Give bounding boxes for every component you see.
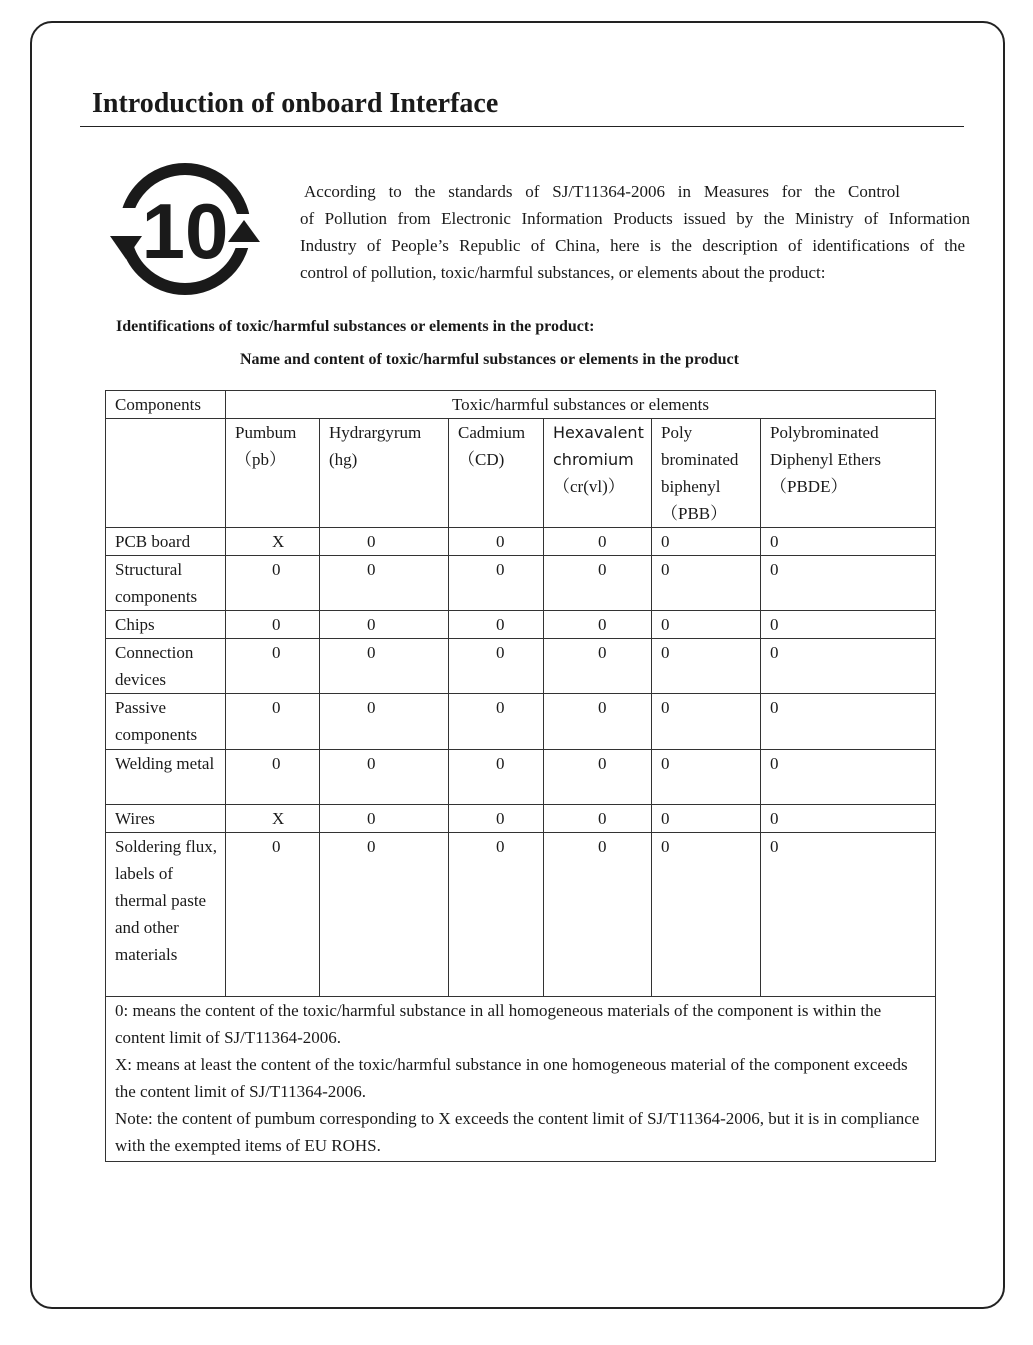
component-name: Chips: [106, 611, 226, 639]
components-header: Components: [106, 391, 226, 419]
substance-value: 0: [652, 611, 761, 639]
note-text: X: means at least the content of the toxic/harmful substance in one homogeneous material of the component exceeds the content limit of SJ/T11364-2006.: [115, 1055, 908, 1101]
substance-value: 0: [226, 694, 320, 750]
table-row: [106, 639, 936, 694]
substance-value: 0: [449, 611, 544, 639]
substance-value: 0: [544, 694, 652, 750]
header-line: Hexavalent: [553, 423, 644, 442]
substance-value: 0: [652, 833, 761, 997]
substance-value: 0: [761, 611, 936, 639]
header-line: （pb）: [235, 450, 286, 469]
substance-value: 0: [320, 694, 449, 750]
substance-value: 0: [226, 833, 320, 997]
component-name: Structural components: [106, 556, 226, 611]
substance-value: 0: [320, 556, 449, 611]
substance-value: 0: [449, 528, 544, 556]
substance-value: 0: [652, 556, 761, 611]
substance-value: 0: [652, 694, 761, 750]
empty-header-cell: [106, 419, 226, 528]
header-line: biphenyl: [661, 477, 721, 496]
substance-value: 0: [320, 639, 449, 694]
environment-protection-use-period-icon: [106, 158, 264, 300]
header-line: (hg): [329, 450, 358, 469]
note-text: 0: means the content of the toxic/harmful substance in all homogeneous materials of the component is within the content limit of SJ/T11364-2006.: [115, 1001, 882, 1047]
substance-value: 0: [449, 750, 544, 805]
table-notes-row: [106, 997, 936, 1162]
intro-paragraph: [300, 178, 970, 286]
substance-value: 0: [761, 528, 936, 556]
table-row: [106, 556, 936, 611]
substance-value: 0: [544, 556, 652, 611]
substance-value: 0: [226, 556, 320, 611]
header-line: （PBB）: [661, 504, 728, 523]
substance-value: 0: [652, 750, 761, 805]
header-line: （CD): [458, 450, 505, 469]
substance-value: 0: [761, 833, 936, 997]
logo-number: 10: [141, 187, 229, 275]
title-divider: [80, 126, 964, 127]
substance-value: 0: [320, 750, 449, 805]
substance-value: X: [226, 528, 320, 556]
substance-value: 0: [320, 833, 449, 997]
substance-value: 0: [449, 639, 544, 694]
substance-value: 0: [761, 694, 936, 750]
component-name: Connection devices: [106, 639, 226, 694]
column-header: [226, 419, 320, 528]
page-title: Introduction of onboard Interface: [92, 88, 499, 119]
table-row: [106, 611, 936, 639]
header-line: Poly: [661, 423, 693, 442]
substance-value: 0: [544, 805, 652, 833]
table-caption: Name and content of toxic/harmful substances or elements in the product: [240, 351, 739, 368]
substance-value: 0: [449, 833, 544, 997]
substance-value: 0: [320, 611, 449, 639]
component-name: PCB board: [106, 528, 226, 556]
column-header: [652, 419, 761, 528]
substance-value: 0: [226, 611, 320, 639]
component-name: Wires: [106, 805, 226, 833]
table-row: [106, 750, 936, 805]
header-line: chromium: [553, 450, 634, 469]
header-line: Hydrargyrum: [329, 423, 422, 442]
intro-line: According to the standards of SJ/T11364-2006 in Measures for the Control: [304, 182, 900, 201]
header-line: （cr(vl)）: [553, 477, 625, 496]
substance-value: 0: [761, 805, 936, 833]
note-text: Note: the content of pumbum corresponding to X exceeds the content limit of SJ/T11364-2006, but it is in compliance with the exempted items of EU ROHS.: [115, 1109, 920, 1155]
column-header: [449, 419, 544, 528]
header-line: Pumbum: [235, 423, 297, 442]
section-subheading: Identifications of toxic/harmful substances or elements in the product:: [116, 318, 595, 335]
column-header: [761, 419, 936, 528]
table-row: [106, 528, 936, 556]
substance-value: 0: [652, 528, 761, 556]
intro-line: of Pollution from Electronic Information Products issued by the Ministry of Information: [300, 209, 970, 228]
component-name: Passive components: [106, 694, 226, 750]
substance-value: 0: [544, 750, 652, 805]
header-line: Cadmium: [458, 423, 526, 442]
substance-value: 0: [226, 639, 320, 694]
table-row: [106, 805, 936, 833]
header-line: brominated: [661, 450, 739, 469]
substance-value: 0: [449, 694, 544, 750]
table-row: [106, 694, 936, 750]
substance-value: 0: [449, 805, 544, 833]
intro-line: Industry of People’s Republic of China, here is the description of identifications of the: [300, 236, 965, 255]
header-line: Polybrominated: [770, 423, 879, 442]
substance-value: 0: [544, 639, 652, 694]
component-name: Welding metal: [106, 750, 226, 805]
substance-value: 0: [544, 611, 652, 639]
substance-value: 0: [652, 639, 761, 694]
column-header: [320, 419, 449, 528]
component-name: Soldering flux, labels of thermal paste and other materials: [106, 833, 226, 997]
substance-value: 0: [761, 556, 936, 611]
substance-value: 0: [761, 750, 936, 805]
substance-value: 0: [320, 528, 449, 556]
substance-value: 0: [226, 750, 320, 805]
substance-value: 0: [761, 639, 936, 694]
substance-value: 0: [544, 833, 652, 997]
table-row: [106, 833, 936, 997]
column-header: [544, 419, 652, 528]
header-line: （PBDE）: [770, 477, 848, 496]
substance-value: 0: [544, 528, 652, 556]
substance-value: 0: [652, 805, 761, 833]
substances-table: [105, 390, 936, 1162]
substance-value: 0: [320, 805, 449, 833]
table-notes: [106, 997, 936, 1162]
substances-group-header: Toxic/harmful substances or elements: [226, 391, 936, 419]
intro-line: control of pollution, toxic/harmful substances, or elements about the product:: [300, 263, 826, 282]
substance-value: X: [226, 805, 320, 833]
header-line: Diphenyl Ethers: [770, 450, 881, 469]
substance-value: 0: [449, 556, 544, 611]
